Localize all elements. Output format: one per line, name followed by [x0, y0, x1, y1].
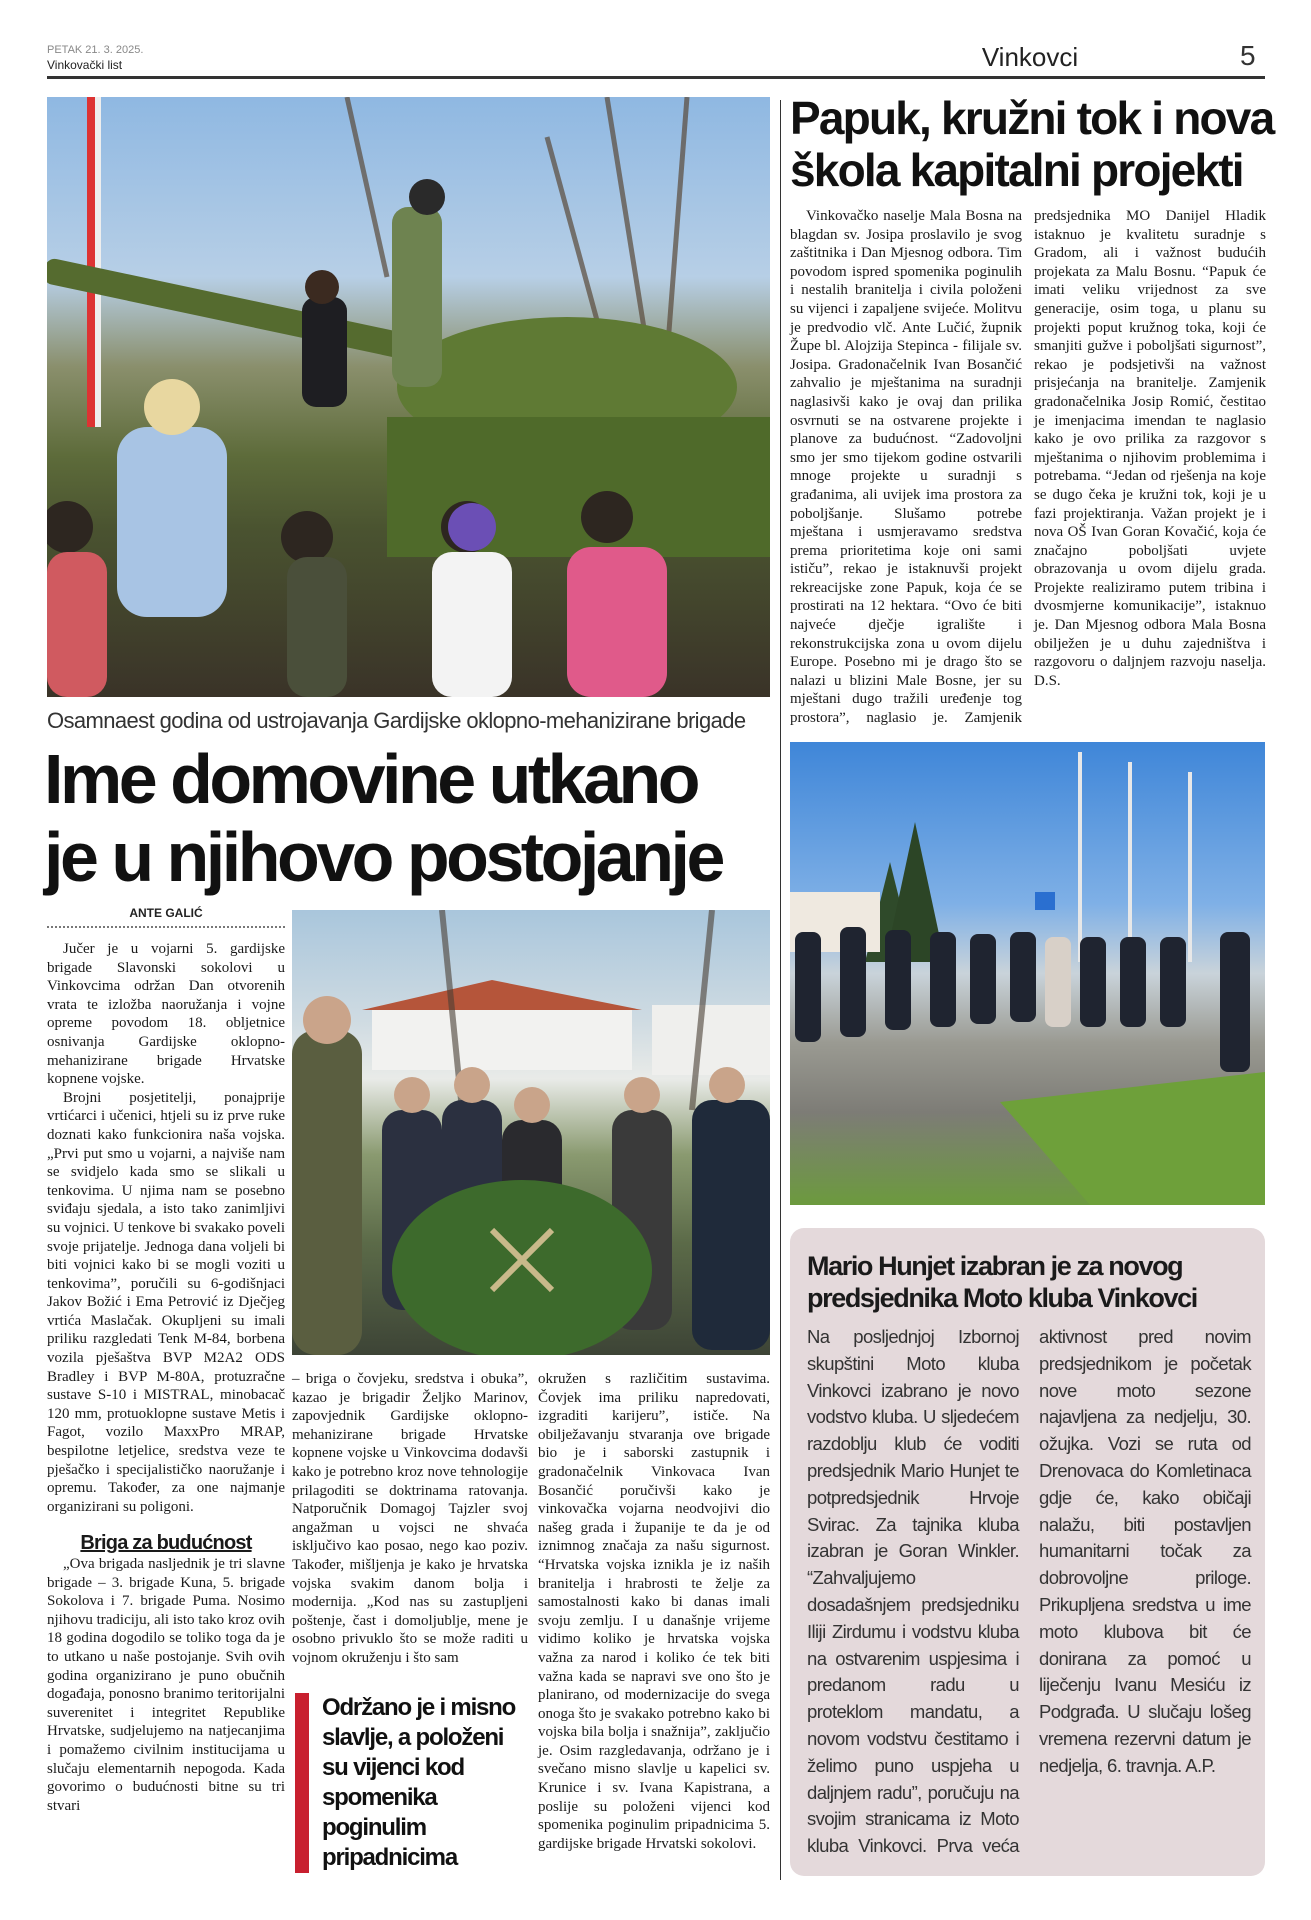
photo-children-on-tank [47, 97, 770, 697]
paragraph: Brojni posjetitelji, ponajprije vrtićarci i učenici, htjeli su iz prve ruke doznati kako funkcionira naša vojska. „Prvi put smo u vojarni, a najviše nam se svidjelo kada smo se slikali u tenkovima. U njima nam se posebno sviđaju sjedala, a isto tako zanimljivi su vojnici. U tenkove bi svakako poveli svoje prijatelje. Jednoga dana voljeli bi biti vojnici kako bi se mogli voziti u tenkovima”, poručili su 6-godišnjaci Jakov Božić i Ema Petrović iz Dječjeg vrtića Maslačak. Okupljeni su imali priliku razgledati Tenk M-84, borbena vozila pješaštva BVP M2A2 ODS Bradley i BVP M-80A, protuzračne sustave S-10 i MISTRAL, minobacač 120 mm, protuoklopne sustave Metis i Fagot, vozilo MaxxPro MRAP, bespilotne letjelice, sredstva veze te pješačko i specijalističko naoružanje i opremu. Također, za one najmanje organizirani su poligoni. [47, 1089, 285, 1515]
moto-headline [807, 1250, 1257, 1314]
papuk-headline [790, 92, 1274, 196]
photo-wreath-ceremony [292, 910, 770, 1355]
pull-quote-accent-bar [295, 1693, 309, 1873]
newspaper-name: Vinkovački list [47, 58, 123, 72]
main-article-column-2 [292, 1370, 528, 1668]
moto-headline-line2: predsjednika Moto kluba Vinkovci [807, 1283, 1197, 1313]
main-headline-line2: je u njihovo postojanje [44, 818, 722, 896]
moto-article-body: Na posljednjoj Izbornoj skupštini Moto kluba Vinkovci izabrano je novo vodstvo kluba. U sljedećem razdoblju klub će voditi predsjednik Mario Hunjet te potpredsjednik Hrvoje Svirac. Za tajnika kluba izabran je Goran Winkler. “Zahvaljujemo dosadašnjem predsjedniku Iliji Zirdumu i vodstvu kluba na ostvarenim uspjesima i predanom radu u proteklom mandatu, a novom vodstvu čestitamo i želimo puno uspjeha u daljnjem radu”, poručuju na svojim stranicama iz Moto kluba Vinkovci. Prva veća aktivnost pred novim predsjednikom je početak nove moto sezone najavljena za nedjelju, 30. ožujka. Vozi se ruta od Drenovaca do Komletinaca gdje će, kako običaji nalažu, biti postavljen humanitarni točak za dobrovoljne priloge. Prikupljena sredstva u ime moto klubova bit će donirana za pomoć u liječenju Ivanu Mesiću iz Podgrađa. U slučaju lošeg vremena rezervni datum je nedjelja, 6. travnja. A.P. [807, 1326, 1251, 1857]
photo-illustration [47, 97, 770, 697]
article-kicker: Osamnaest godina od ustrojavanja Gardijske oklopno-mehanizirane brigade [47, 708, 746, 733]
photo-illustration [292, 910, 770, 1355]
main-article-column-3 [538, 1370, 770, 1853]
photo-illustration [790, 742, 1265, 1205]
main-headline-line1: Ime domovine utkano [44, 740, 698, 818]
paragraph: Vinkovačko naselje Mala Bosna na blagdan sv. Josipa proslavilo je svog zaštitnika i Dan Mjesnog odbora. Tim povodom ispred spomenika poginulih i nestalih branitelja i civila položeni su vijenci i zapaljene svijeće. Molitvu je predvodio vlč. Ante Lučić, župnik Župe bl. Alojzija Stepinca - filijale sv. Josipa. Gradonačelnik Ivan Bosančić zahvalio je mještanima na suradnji naglasivši kako je ovaj dan prilika osvrnuti se na ostvarene projekte i planove za budućnost. “Zadovoljni smo jer smo tijekom godine ostvarili mnoge projekte u suradnji s građanima, ali uvijek ima prostora za poboljšanje. Slušamo potrebe mještana i usmjeravamo sredstva prema prioritetima koje oni sami ističu”, rekao je istaknuvši projekt rekreacijske zone Papuk, koja će se prostirati na 12 hektara. “Ovo će biti najveće dječje igralište i rekonstrukcijska zona u ovom dijelu Europe. Posebno mi je drago što se nalazi u blizini Male Bosne, jer su mještani dugo tražili uređenje tog prostora”, naglasio je. Zamjenik predsjednika MO Danijel Hladik istaknuo je kvalitetu suradnje s Gradom, ali i važnost budućih projekata za Malu Bosnu. “Papuk će imati veliku vrijednost za sve generacije, osim toga, u planu su projekti poput kružnog toka, koji će smanjiti gužve i poboljšati sigurnost”, rekao je podsjetivši na važnost prisjećanja na branitelje. Zamjenik gradonačelnika Josip Romić, čestitao je imenjacima imendan te naglasio kako je ovo prilika za razgovor s mještanima o njihovim problemima i potrebama. “Jedan od rješenja na koje se dugo čeka je kružni tok, koji je u fazi projektiranja. Važan projekt je i nova OŠ Ivan Goran Kovačić, koja će značajno poboljšati uvjete obrazovanja u ovom dijelu grada. Projekte realiziramo putem tribina i dvosmjerne komunikacije”, istaknuo je. Dan Mjesnog odbora Mala Bosna obilježen je u duhu zajedništva i razgovoru o daljnjem razvoju naselja. D.S. [790, 208, 1266, 727]
paragraph: – briga o čovjeku, sredstva i obuka”, kazao je brigadir Željko Marinov, zapovjednik Gardijske oklopno-mehanizirane brigade Hrvatske kopnene vojske u Vinkovcima dodavši kako je potrebno kroz nove tehnologije prilagoditi se doktrinama ratovanja. Natporučnik Domagoj Tajzler svoj angažman u vojsci ne shvaća isključivo kao posao, nego kao poziv. Također, mišljenja je kako je hrvatska vojska svakim danom bolja i modernija. „Kod nas su zastupljeni poštenje, čast i domoljublje, mene je osobno privuklo što se može raditi u vojnom okruženju i što sam [292, 1371, 528, 1666]
subheading: Briga za budućnost [80, 1532, 252, 1555]
issue-date: PETAK 21. 3. 2025. [47, 44, 144, 56]
papuk-headline-line2: škola kapitalni projekti [790, 144, 1243, 196]
page-number: 5 [1240, 40, 1256, 71]
papuk-article-body [790, 207, 1266, 737]
pull-quote [292, 1693, 528, 1875]
moto-club-article-box [790, 1228, 1265, 1876]
byline: ANTE GALIĆ [129, 906, 203, 920]
paragraph: okružen s različitim sustavima. Čovjek ima priliku napredovati, izgraditi karijeru”, ističe. Na obilježavanju stvaranja ove brigade bio je i saborski zastupnik i gradonačelnik Vinkovaca Ivan Bosančić poručivši kako je vinkovačka vojarna neodvojivi dio našeg grada i županije te da je od iznimnog značaja za našu sigurnost. “Hrvatska vojska iznikla je iz naših branitelja i hrabrosti te želje za samostalnosti kako bi danas imali svoju zemlju. I u današnje vrijeme vidimo koliko je hrvatska vojska važna za narod i koliko će tek biti važna kada se napravi sve ono što je planirano, od modernizacije do svega onoga što je svakako potrebno kako bi vojska bila bolja i snažnija”, zaključio je. Osim razgledavanja, održano je i svečano misno slavlje u kapelici sv. Krunice i sv. Ivana Kapistrana, a poslije su položeni vijenci kod spomenika poginulim pripadnicima 5. gardijske brigade Hrvatski sokolovi. [538, 1371, 770, 1852]
moto-headline-line1: Mario Hunjet izabran je za novog [807, 1251, 1183, 1281]
section-title: Vinkovci [981, 42, 1079, 72]
papuk-headline-line1: Papuk, kružni tok i nova [790, 92, 1274, 144]
main-headline [44, 740, 784, 896]
main-article-column-1 [47, 940, 285, 1815]
paragraph: Jučer je u vojarni 5. gardijske brigade Slavonski sokolovi u Vinkovcima održan Dan otvorenih vrata te izložba naoružanja i vojne opreme povodom 18. obljetnice osnivanja Gardijske oklopno-mehanizirane brigade Hrvatske kopnene vojske. [47, 941, 285, 1088]
paragraph: „Ova brigada nasljednik je tri slavne brigade – 3. brigade Kuna, 5. brigade Sokolova i 7. brigade Puma. Nosimo njihovu tradiciju, ali isto tako kroz ovih 18 godina dogodilo se toliko toga da je to utkano u naše postojanje. Svih ovih godina organizirano je puno obučnih događaja, ponosno branimo teritorijalni suverenitet i integritet Republike Hrvatske, sudjelujemo na natjecanjima i pomažemo civilnim institucijama u slučaju elementarnih nepogoda. Kada govorimo o budućnosti bitne su tri stvari [47, 1556, 285, 1814]
byline-divider [47, 926, 285, 928]
column-divider [780, 100, 781, 1880]
pull-quote-text: Održano je i misno slavlje, a položeni su vijenci kod spomenika poginulim pripadnicima [322, 1694, 516, 1871]
photo-memorial-gathering [790, 742, 1265, 1205]
header-rule [47, 76, 1265, 79]
